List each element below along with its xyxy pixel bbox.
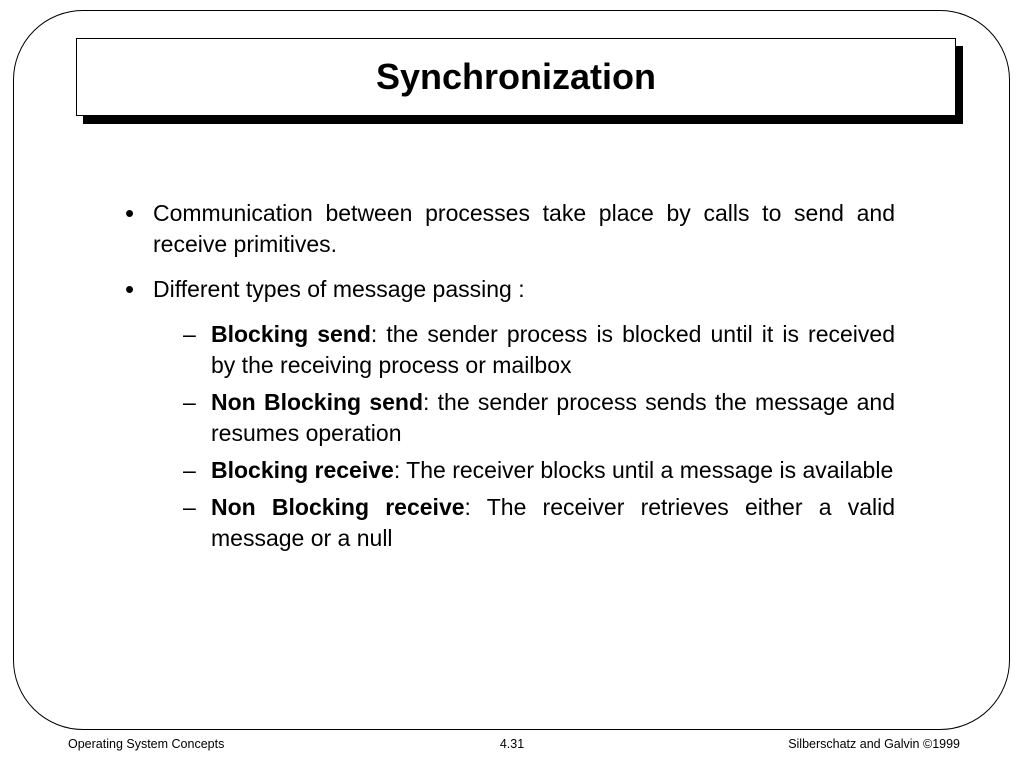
dash-icon: – xyxy=(183,457,196,483)
footer-page-number: 4.31 xyxy=(499,737,525,751)
sub-item xyxy=(183,492,895,554)
sub-item-desc: : The receiver retrieves either a valid message or a null xyxy=(211,494,895,551)
sub-item xyxy=(183,455,895,486)
bullet-icon: • xyxy=(125,198,135,228)
dash-icon: – xyxy=(183,321,196,347)
sub-item xyxy=(183,387,895,449)
bullet-text: Communication between processes take place by calls to send and receive primitives. xyxy=(153,200,895,257)
sub-item-desc: : the sender process sends the message and resumes operation xyxy=(211,389,895,446)
footer-course-name: Operating System Concepts xyxy=(68,737,225,751)
bullet-icon: • xyxy=(125,274,135,304)
sub-item-term: Non Blocking send xyxy=(211,389,423,415)
dash-icon: – xyxy=(183,389,196,415)
sub-item-term: Blocking receive xyxy=(211,457,394,483)
bullet-item xyxy=(125,198,895,260)
sub-item-term: Non Blocking receive xyxy=(211,494,465,520)
bullet-text: Different types of message passing : xyxy=(153,276,525,302)
sub-item xyxy=(183,319,895,381)
dash-icon: – xyxy=(183,494,196,520)
title-box xyxy=(76,38,956,116)
sub-item-term: Blocking send xyxy=(211,321,371,347)
slide-title: Synchronization xyxy=(375,56,657,97)
bullet-item xyxy=(125,274,895,305)
footer-copyright: Silberschatz and Galvin ©1999 xyxy=(788,737,960,751)
sub-item-desc: : the sender process is blocked until it is received by the receiving process or mailbox xyxy=(211,321,895,378)
slide-content xyxy=(125,198,895,560)
sub-item-desc: : The receiver blocks until a message is available xyxy=(393,457,894,483)
